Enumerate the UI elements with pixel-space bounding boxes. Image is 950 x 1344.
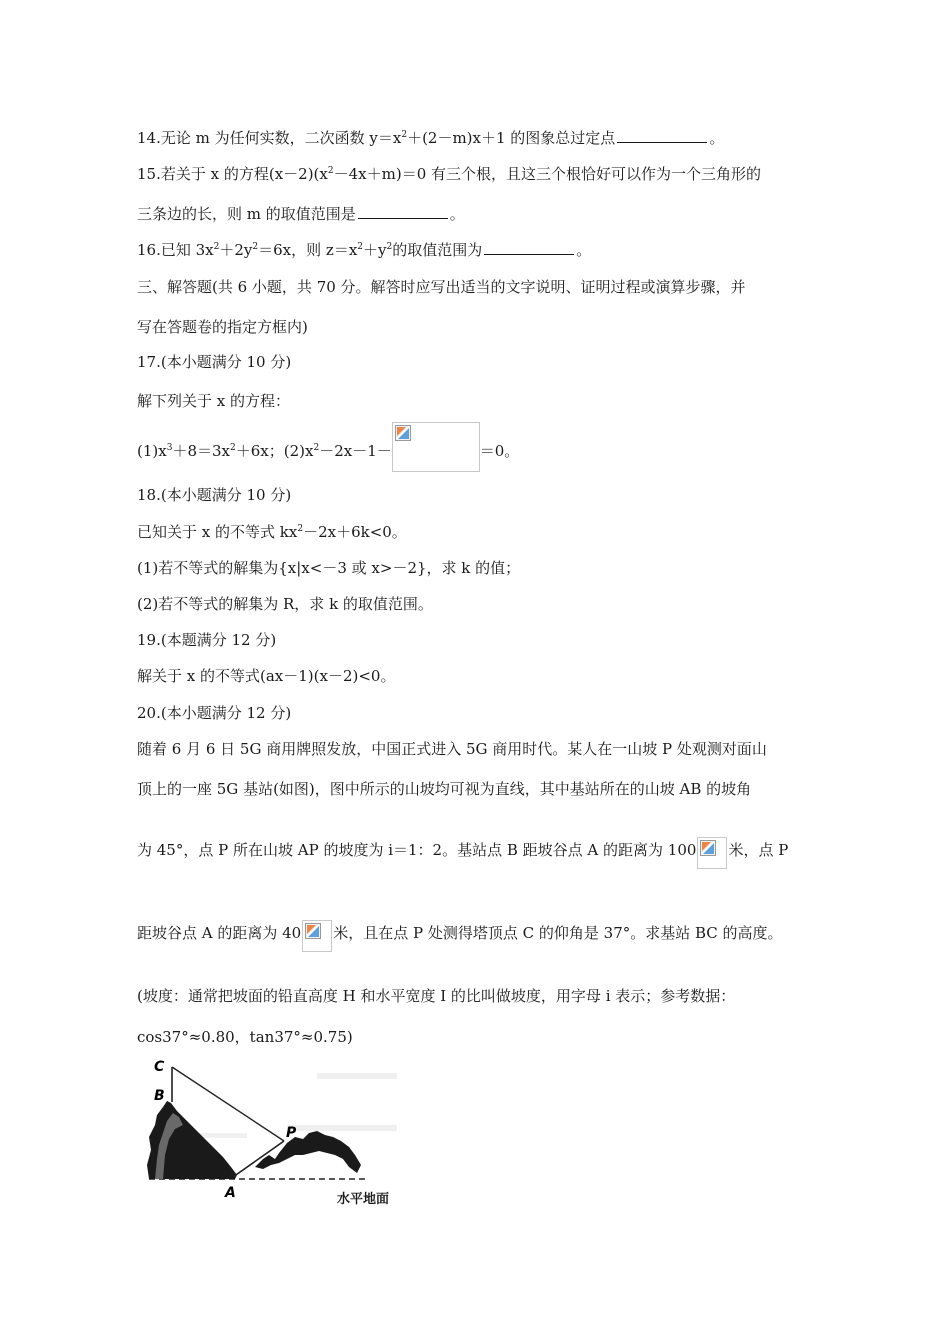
question-20-heading: 20.(本小题满分 12 分): [137, 704, 292, 722]
question-17-equations: $(1)x^3+8=3x^2+6x$；$(2)x^2-2x-1-$ ＝0。: [137, 432, 519, 472]
question-17-intro: 解下列关于 x 的方程：: [137, 392, 290, 410]
ground-label: 水平地面: [337, 1192, 390, 1207]
question-18-part-1: (1)若不等式的解集为{x|x<－3 或 x>－2}，求 k 的值；: [137, 559, 521, 577]
broken-image-icon: [697, 837, 727, 869]
question-19-body: 解关于 x 的不等式(ax－1)(x－2)<0。: [137, 667, 396, 685]
question-18-heading: 18.(本小题满分 10 分): [137, 486, 292, 504]
question-17-heading: 17.(本小题满分 10 分): [137, 353, 292, 371]
slope-diagram: [137, 1055, 407, 1210]
question-15-line-2: 三条边的长，则 m 的取值范围是 。: [137, 205, 465, 223]
question-20-line-2: 顶上的一座 5G 基站(如图)，图中所示的山坡均可视为直线，其中基站所在的山坡 AB 的坡角: [137, 780, 752, 798]
question-20-line-4: 距坡谷点 A 的距离为 40 米，且在点 P 处测得塔顶点 C 的仰角是 37°。求基站 BC 的高度。: [137, 920, 783, 952]
question-20-note: (坡度：通常把坡面的铅直高度 H 和水平宽度 I 的比叫做坡度，用字母 i 表示；参考数据：: [137, 987, 736, 1005]
question-20-reference-data: cos37°≈0.80，tan37°≈0.75): [137, 1028, 353, 1046]
answer-blank: [358, 204, 448, 219]
question-16: 16.已知 $3x^2+2y^2=6x$，则 $z=x^2+y^2$的取值范围为 。: [137, 241, 592, 259]
answer-blank: [484, 240, 574, 255]
broken-image-icon: [392, 422, 480, 472]
question-18-part-2: (2)若不等式的解集为 R，求 k 的取值范围。: [137, 595, 433, 613]
question-18-intro: 已知关于 x 的不等式 $kx^2-2x+6k<0$。: [137, 523, 407, 541]
label-p: P: [286, 1125, 297, 1141]
bleed-through-texture: [167, 1073, 397, 1138]
right-hill: [255, 1131, 361, 1173]
question-15-line-1: 15.若关于 x 的方程$(x-2)(x^2-4x+m)=0$ 有三个根，且这三个根恰好可以作为一个三角形的: [137, 165, 762, 183]
question-19-heading: 19.(本题满分 12 分): [137, 631, 277, 649]
question-20-line-3: 为 45°，点 P 所在山坡 AP 的坡度为 i＝1：2。基站点 B 距坡谷点 A 的距离为 100 米，点 P: [137, 837, 788, 869]
section-3-heading-cont: 写在答题卷的指定方框内): [137, 318, 308, 336]
label-b: B: [154, 1088, 165, 1104]
label-c: C: [154, 1059, 165, 1075]
section-3-heading: 三、解答题(共 6 小题，共 70 分。解答时应写出适当的文字说明、证明过程或演算步骤，并: [137, 278, 746, 296]
label-a: A: [225, 1185, 236, 1201]
broken-image-icon: [302, 920, 332, 952]
answer-blank: [617, 128, 707, 143]
question-14: 14.无论 m 为任何实数，二次函数 $y=x^2+(2-m)x+1$ 的图象总过定点 。: [137, 129, 725, 147]
question-20-line-1: 随着 6 月 6 日 5G 商用牌照发放，中国正式进入 5G 商用时代。某人在一山坡 P 处观测对面山: [137, 740, 767, 758]
